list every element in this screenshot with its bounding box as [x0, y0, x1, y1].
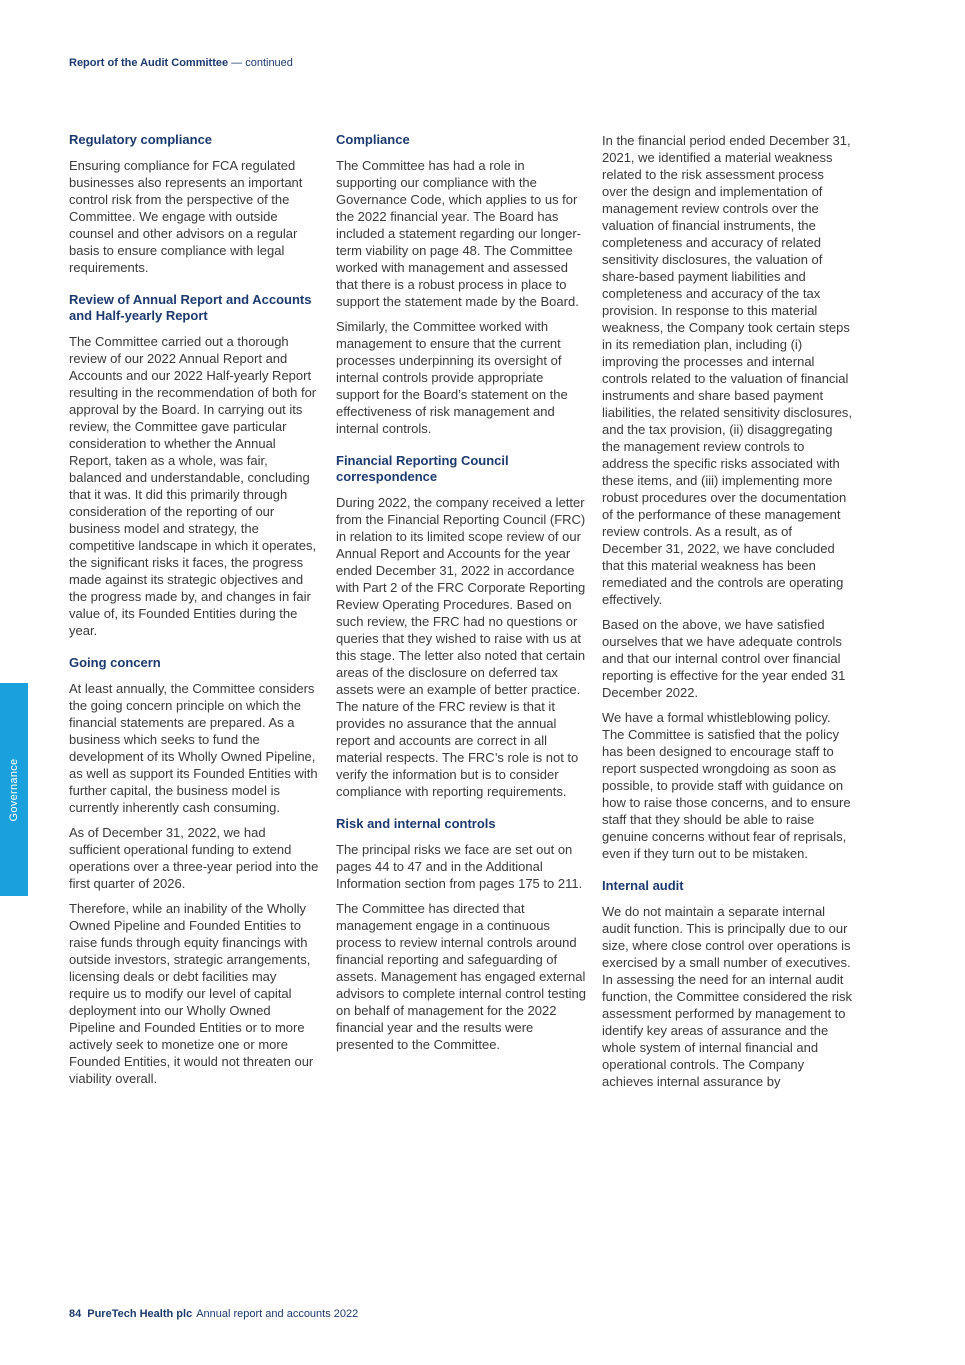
section-compliance — [336, 132, 586, 437]
footer-doc-title: Annual report and accounts 2022 — [196, 1308, 359, 1320]
paragraph: Similarly, the Committee worked with management to ensure that the current processes underpinning its oversight of internal controls provide appropriate support for the Board’s statement on the effectiveness of risk management and internal controls. — [336, 319, 568, 436]
section-internal-audit — [602, 878, 852, 1090]
section-risk-internal-controls — [336, 816, 586, 1053]
column-3 — [602, 132, 852, 1106]
heading-compliance: Compliance — [336, 132, 410, 147]
paragraph: The Committee has had a role in supporting our compliance with the Governance Code, which applies to us for the 2022 financial year. The Board has included a statement regarding our longer-term viability on page 48. The Committee worked with management and assessed that there is a robust process in place to support the statement made by the Board. — [336, 158, 581, 309]
paragraph: The Committee has directed that management engage in a continuous process to review internal controls around financial reporting and safeguarding of assets. Management has engaged external advisors to complete internal control testing on behalf of management for the 2022 financial year and the results were presented to the Committee. — [336, 901, 587, 1052]
column-1 — [69, 132, 319, 1103]
heading-internal-audit: Internal audit — [602, 878, 684, 893]
page-number: 84 — [69, 1308, 82, 1320]
section-regulatory-compliance — [69, 132, 319, 276]
running-header-suffix: — continued — [228, 57, 293, 69]
running-header-title: Report of the Audit Committee — [69, 57, 229, 69]
paragraph: We have a formal whistleblowing policy. The Committee is satisfied that the policy has been designed to encourage staff to report suspected wrongdoing as soon as possible, to provide staff with guidance on how to raise those concerns, and to ensure staff that they should be able to raise genuine concerns without fear of reprisals, even if they turn out to be mistaken. — [602, 710, 851, 861]
section-material-weakness — [602, 132, 852, 862]
section-frc-correspondence — [336, 453, 586, 800]
paragraph: The principal risks we face are set out on pages 44 to 47 and in the Additional Information section from pages 175 to 211. — [336, 842, 583, 891]
column-2 — [336, 132, 586, 1069]
paragraph: At least annually, the Committee considers the going concern principle on which the financial statements are prepared. As a business which seeks to fund the development of its Wholly Owned Pipeline, as well as support its Founded Entities with further capital, the business model is currently inherently cash consuming. — [69, 681, 318, 815]
paragraph: Ensuring compliance for FCA regulated businesses also represents an important control risk from the perspective of the Committee. We engage with outside counsel and other advisors on a regular basis to ensure compliance with legal requirements. — [69, 158, 303, 275]
section-review-annual-report — [69, 292, 319, 639]
side-tab-label: Governance — [8, 758, 20, 821]
page-footer — [69, 1308, 358, 1320]
paragraph: As of December 31, 2022, we had sufficient operational funding to extend operations over a three-year period into the first quarter of 2026. — [69, 825, 319, 891]
heading-risk-internal-controls: Risk and internal controls — [336, 816, 496, 831]
paragraph: Therefore, while an inability of the Wholly Owned Pipeline and Founded Entities to raise funds through equity financings with outside investors, strategic arrangements, licensing deals or debt facilities may require us to modify our level of capital deployment into our Wholly Owned Pipeline and Founded Entities or to more actively seek to monetize one or more Founded Entities, it would not threaten our viability overall. — [69, 901, 314, 1086]
heading-regulatory-compliance: Regulatory compliance — [69, 132, 213, 147]
section-going-concern — [69, 655, 319, 1087]
paragraph: During 2022, the company received a letter from the Financial Reporting Council (FRC) in relation to its limited scope review of our Annual Report and Accounts for the year ended December 31, 2022 in accordance with Part 2 of the FRC Corporate Reporting Review Operating Procedures. Based on such review, the FRC had no questions or queries that they wished to raise with us at this stage. The letter also noted that certain areas of the disclosure on deferred tax assets were an example of better practice. The nature of the FRC review is that it provides no assurance that the annual report and accounts are correct in all material respects. The FRC’s role is not to verify the information but is to consider compliance with reporting requirements. — [336, 495, 586, 799]
running-header — [69, 57, 293, 69]
paragraph: We do not maintain a separate internal audit function. This is principally due to our size, where close control over operations is exercised by a small number of executives. In assessing the need for an internal audit function, the Committee considered the risk assessment performed by management to identify key areas of assurance and the whole system of internal financial and operational controls. The Company achieves internal assurance by — [602, 904, 853, 1089]
paragraph: Based on the above, we have satisfied ourselves that we have adequate controls and that our internal control over financial reporting is effective for the year ended 31 December 2022. — [602, 617, 846, 700]
heading-review-annual-report: Review of Annual Report and Accounts and Half-yearly Report — [69, 292, 312, 323]
heading-going-concern: Going concern — [69, 655, 161, 670]
section-side-tab — [0, 683, 28, 896]
footer-company: PureTech Health plc — [87, 1308, 193, 1320]
paragraph: In the financial period ended December 31, 2021, we identified a material weakness related to the risk assessment process over the design and implementation of management review controls over the valuation of financial instruments, the completeness and accuracy of related sensitivity disclosures, the valuation of share-based payment liabilities and completeness and accuracy of the tax provision. In response to this material weakness, the Company took certain steps in its remediation plan, including (i) improving the processes and internal controls related to the valuation of financial instruments and share based payment liabilities, the related sensitivity disclosures, and the tax provision, (ii) disaggregating the management review controls to address the specific risks associated with these items, and (iii) implementing more robust procedures over the documentation of the performance of these management review controls. As a result, as of December 31, 2022, we have concluded that this material weakness has been remediated and the controls are operating effectively. — [602, 133, 852, 607]
paragraph: The Committee carried out a thorough review of our 2022 Annual Report and Accounts and our 2022 Half-yearly Report resulting in the recommendation of both for approval by the Board. In carrying out its review, the Committee gave particular consideration to whether the Annual Report, taken as a whole, was fair, balanced and understandable, concluding that it was. It did this primarily through consideration of the reporting of our business model and strategy, the competitive landscape in which it operates, the significant risks it faces, the progress made against its strategic objectives and the progress made by, and changes in fair value of, its Founded Entities during the year. — [69, 334, 317, 638]
heading-frc-correspondence: Financial Reporting Council correspondence — [336, 453, 509, 484]
